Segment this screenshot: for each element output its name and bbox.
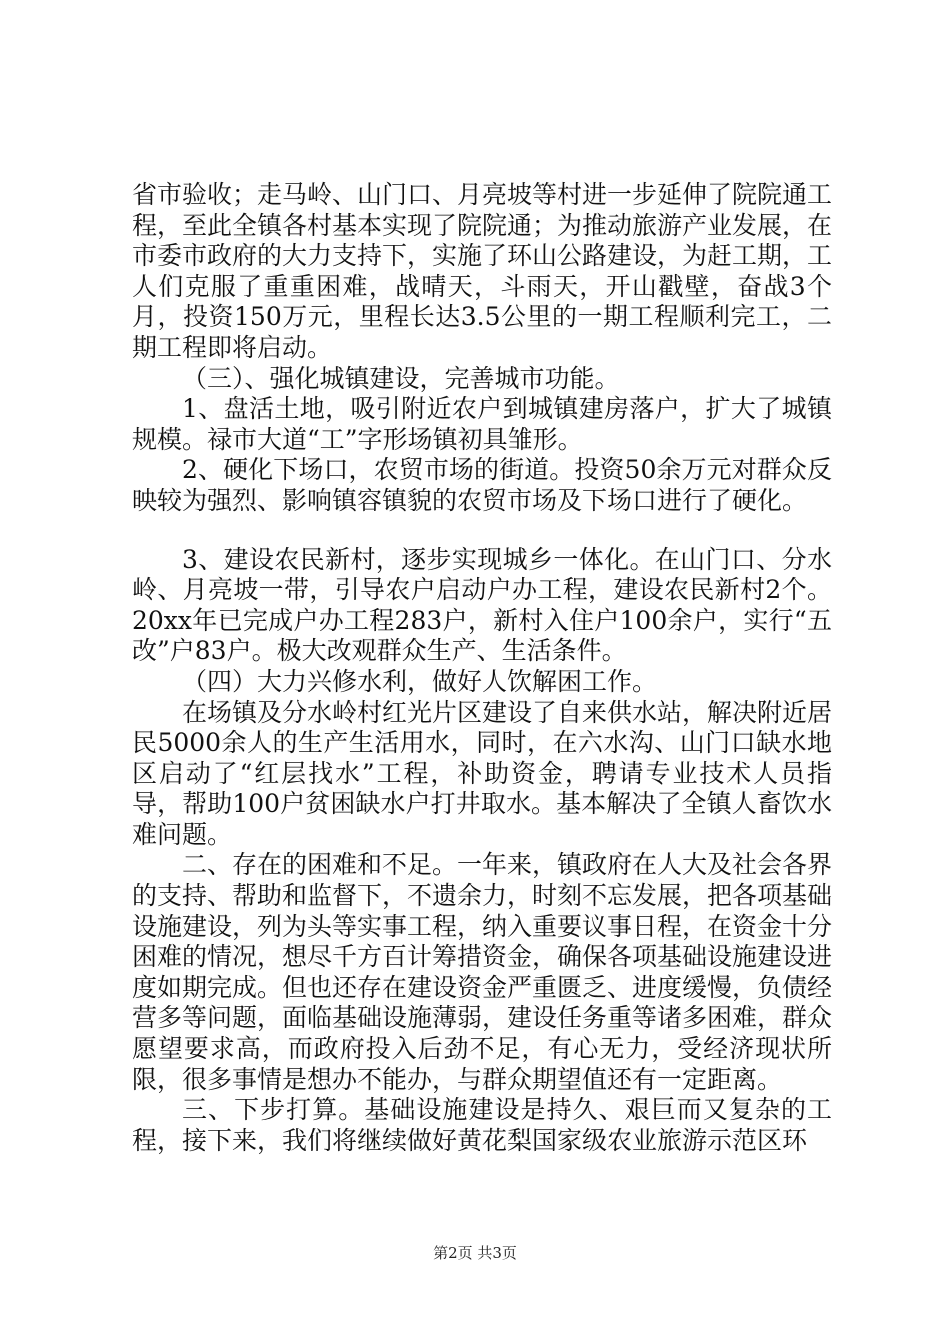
document-body bbox=[132, 180, 832, 1156]
section-heading-3: （三）、强化城镇建设，完善城市功能。 bbox=[182, 363, 620, 393]
paragraph-item-2: 2、硬化下场口，农贸市场的街道。投资50余万元对群众反映较为强烈、影响镇容镇貌的农贸市场及下场口进行了硬化。 bbox=[132, 455, 832, 515]
paragraph-difficulties: 二、存在的困难和不足。一年来，镇政府在人大及社会各界的支持、帮助和监督下，不遗余力，时刻不忘发展，把各项基础设施建设，列为头等实事工程，纳入重要议事日程，在资金十分困难的情况，想尽千方百计筹措资金，确保各项基础设施建设进度如期完成。但也还存在建设资金严重匮乏、进度缓慢，负债经营多等问题，面临基础设施薄弱，建设任务重等诸多困难，群众愿望要求高，而政府投入后劲不足，有心无力，受经济现状所限，很多事情是想办不能办，与群众期望值还有一定距离。 bbox=[132, 850, 833, 1094]
paragraph-next-steps: 三、下步打算。基础设施建设是持久、艰巨而又复杂的工程，接下来，我们将继续做好黄花梨国家级农业旅游示范区环 bbox=[132, 1095, 832, 1155]
page-footer: 第2页 共3页 bbox=[433, 1244, 517, 1262]
paragraph-item-3: 3、建设农民新村，逐步实现城乡一体化。在山门口、分水岭、月亮坡一带，引导农户启动户办工程，建设农民新村2个。20xx年已完成户办工程283户，新村入住户100余户，实行“五改”户83户。极大改观群众生产、生活条件。 bbox=[132, 544, 832, 666]
paragraph-continued: 省市验收；走马岭、山门口、月亮坡等村进一步延伸了院院通工程，至此全镇各村基本实现了院院通；为推动旅游产业发展，在市委市政府的大力支持下，实施了环山公路建设，为赶工期，工人们克服了重重困难，战晴天，斗雨天，开山戳壁，奋战3个月，投资150万元，里程长达3.5公里的一期工程顺利完工，二期工程即将启动。 bbox=[132, 180, 833, 362]
paragraph-water: 在场镇及分水岭村红光片区建设了自来供水站，解决附近居民5000余人的生产生活用水，同时，在六水沟、山门口缺水地区启动了“红层找水”工程，补助资金，聘请专业技术人员指导，帮助100户贫困缺水户打井取水。基本解决了全镇人畜饮水难问题。 bbox=[132, 697, 833, 849]
section-heading-4: （四）大力兴修水利，做好人饮解困工作。 bbox=[182, 666, 658, 696]
paragraph-item-1: 1、盘活土地，吸引附近农户到城镇建房落户，扩大了城镇规模。禄市大道“工”字形场镇初具雏形。 bbox=[132, 394, 832, 454]
